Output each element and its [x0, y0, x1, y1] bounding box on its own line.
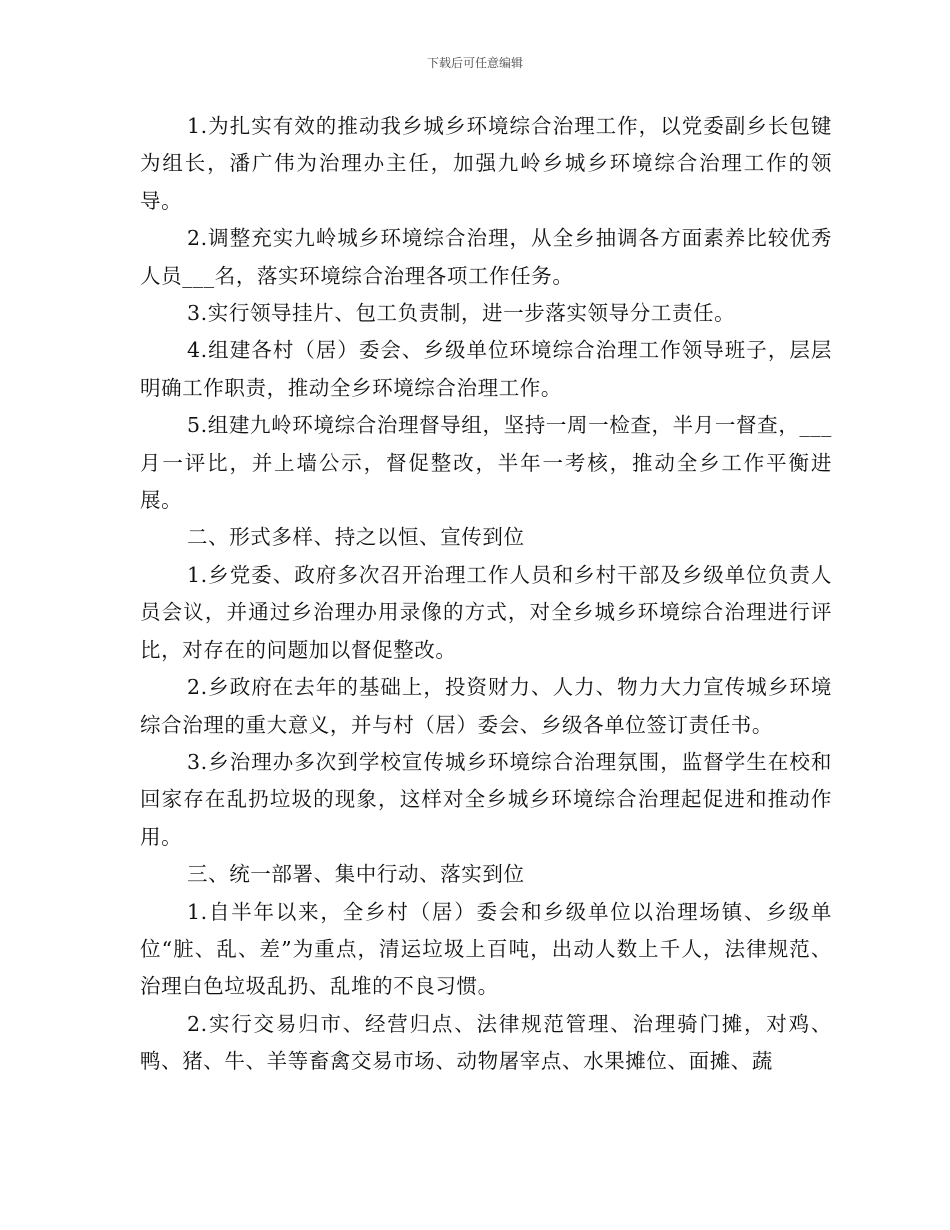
paragraph: 3.乡治理办多次到学校宣传城乡环境综合治理氛围，监督学生在校和回家存在乱扔垃圾的现象，这样对全乡城乡环境综合治理起促进和推动作用。 — [140, 749, 832, 849]
paragraph: 1.乡党委、政府多次召开治理工作人员和乡村干部及乡级单位负责人员会议，并通过乡治理办用录像的方式，对全乡城乡环境综合治理进行评比，对存在的问题加以督促整改。 — [140, 562, 832, 662]
paragraph: 5.组建九岭环境综合治理督导组，坚持一周一检查，半月一督查，___月一评比，并上墙公示，督促整改，半年一考核，推动全乡工作平衡进展。 — [140, 413, 832, 513]
section-heading: 三、统一部署、集中行动、落实到位 — [187, 862, 525, 887]
paragraph: 1.为扎实有效的推动我乡城乡环境综合治理工作，以党委副乡长包键为组长，潘广伟为治理办主任，加强九岭乡城乡环境综合治理工作的领导。 — [140, 114, 832, 213]
paragraph: 4.组建各村（居）委会、乡级单位环境综合治理工作领导班子，层层明确工作职责，推动全乡环境综合治理工作。 — [140, 338, 832, 400]
paragraph: 1.自半年以来，全乡村（居）委会和乡级单位以治理场镇、乡级单位“脏、乱、差”为重点，清运垃圾上百吨，出动人数上千人，法律规范、治理白色垃圾乱扔、乱堆的不良习惯。 — [140, 899, 832, 999]
paragraph: 2.调整充实九岭城乡环境综合治理，从全乡抽调各方面素养比较优秀人员___名，落实环境综合治理各项工作任务。 — [140, 226, 832, 288]
paragraph: 2.乡政府在去年的基础上，投资财力、人力、物力大力宣传城乡环境综合治理的重大意义，并与村（居）委会、乡级各单位签订责任书。 — [140, 675, 832, 737]
document-body — [140, 108, 832, 1081]
paragraph: 2.实行交易归市、经营归点、法律规范管理、治理骑门摊，对鸡、鸭、猪、牛、羊等畜禽交易市场、动物屠宰点、水果摊位、面摊、蔬 — [140, 1011, 832, 1074]
paragraph: 3.实行领导挂片、包工负责制，进一步落实领导分工责任。 — [187, 301, 736, 326]
page-header: 下载后可任意编辑 — [426, 56, 523, 70]
section-heading: 二、形式多样、持之以恒、宣传到位 — [187, 525, 525, 550]
